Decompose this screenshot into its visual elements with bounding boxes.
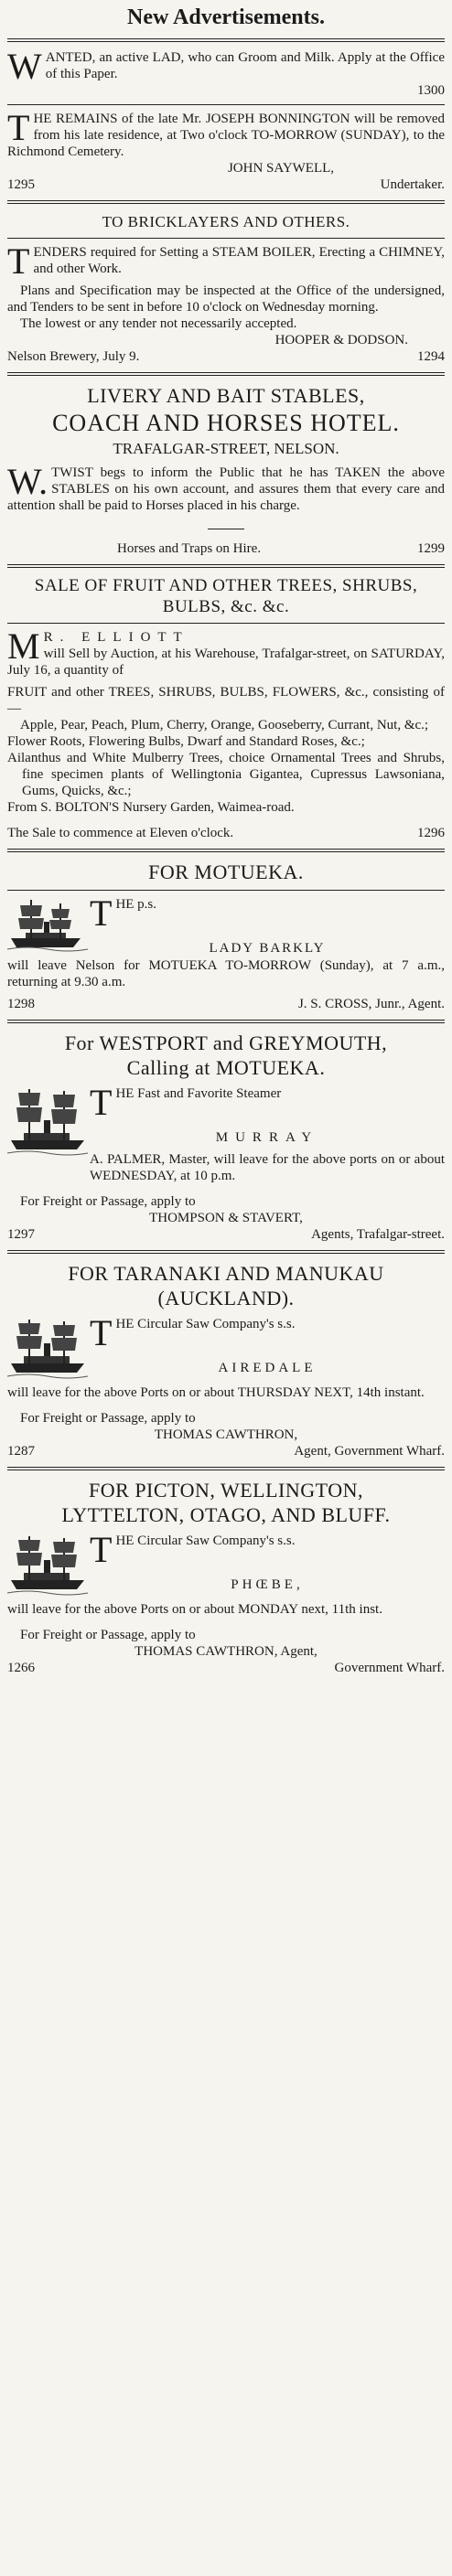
ad-number: 1296 — [417, 826, 445, 840]
ad-agent: THOMPSON & STAVERT, — [149, 1211, 303, 1225]
ad-number: 1297 — [7, 1227, 35, 1242]
drop-cap: T — [7, 240, 30, 282]
drop-cap: T — [90, 1529, 113, 1570]
ad-text: HE Fast and Favorite Steamer — [115, 1086, 282, 1101]
ad-signature: JOHN SAYWELL, — [227, 161, 335, 176]
divider — [7, 104, 445, 105]
ad-title: TO BRICKLAYERS AND OTHERS. — [102, 213, 350, 230]
divider — [7, 238, 445, 239]
drop-cap: W. — [7, 461, 48, 502]
ad-text: HE p.s. — [115, 897, 157, 912]
divider — [7, 1467, 445, 1470]
auctioneer-name: R. ELLIOTT — [43, 630, 189, 645]
drop-cap: M — [7, 625, 40, 667]
ad-number: 1300 — [417, 83, 445, 98]
drop-cap: T — [90, 893, 113, 934]
ad-number: 1266 — [7, 1661, 35, 1675]
ad-apply: For Freight or Passage, apply to — [20, 1628, 196, 1642]
steamship-illustration — [7, 1316, 90, 1384]
ad-hotel-name: COACH AND HORSES HOTEL. — [52, 410, 400, 436]
section-title: New Advertisements. — [127, 5, 325, 29]
ad-bricklayers — [7, 211, 445, 365]
newspaper-column — [7, 0, 445, 1676]
ad-agent: THOMAS CAWTHRON, Agent, — [135, 1644, 317, 1659]
ad-agent-role: Agents, Trafalgar-street. — [311, 1227, 445, 1242]
divider — [7, 38, 445, 42]
ad-westport-steamer — [7, 1031, 445, 1243]
ad-list-item: Flower Roots, Flowering Bulbs, Dwarf and Standard Roses, &c.; — [7, 734, 365, 749]
ad-taranaki-steamer — [7, 1261, 445, 1459]
ad-agent-role: Agent, Government Wharf. — [294, 1444, 445, 1459]
ad-title: FOR MOTUEKA. — [148, 860, 304, 883]
ad-livery-stables — [7, 383, 445, 557]
ad-title: SALE OF FRUIT AND OTHER TREES, SHRUBS, BULBS, &c. &c. — [34, 576, 418, 616]
ad-text: will leave Nelson for MOTUEKA TO-MORROW (Sunday), at 7 a.m., returning at 9.30 a.m. — [7, 958, 445, 989]
ad-agent: THOMAS CAWTHRON, — [154, 1427, 298, 1442]
steamship-illustration — [7, 1085, 90, 1163]
ad-agent-role: Government Wharf. — [334, 1661, 445, 1675]
ad-role: Undertaker. — [380, 177, 445, 192]
ad-number: 1287 — [7, 1444, 35, 1459]
divider — [7, 1020, 445, 1023]
ad-list-item: Apple, Pear, Peach, Plum, Cherry, Orange, Gooseberry, Currant, Nut, &c.; — [20, 718, 429, 732]
ad-apply: For Freight or Passage, apply to — [20, 1411, 196, 1426]
divider — [7, 372, 445, 376]
ad-paragraph: Plans and Specification may be inspected at the Office of the undersigned, and Tenders to be sent in before 10 o'clock on Wednesday morning. — [7, 283, 445, 315]
ad-number: 1295 — [7, 177, 35, 192]
ad-text: HE Circular Saw Company's s.s. — [115, 1534, 296, 1548]
ad-source: From S. BOLTON'S Nursery Garden, Waimea-road. — [7, 800, 295, 815]
ad-title: FOR TARANAKI AND MANUKAU — [68, 1262, 384, 1285]
ad-number: 1299 — [417, 541, 445, 556]
ad-text: will Sell by Auction, at his Warehouse, Trafalgar-street, on SATURDAY, July 16, a quantity of — [7, 647, 445, 678]
ad-title: For WESTPORT and GREYMOUTH, — [64, 1031, 388, 1054]
vessel-name: PHŒBE, — [231, 1577, 304, 1592]
ad-text: will leave for the above Ports on or about MONDAY next, 11th inst. — [7, 1602, 382, 1617]
ad-paragraph: The lowest or any tender not necessarily accepted. — [20, 316, 297, 331]
ad-signature: J. S. CROSS, Junr., Agent. — [297, 997, 445, 1011]
ad-item-heading: FRUIT and other TREES, SHRUBS, BULBS, FLOWERS, &c., consisting of— — [7, 685, 445, 716]
ad-title: FOR PICTON, WELLINGTON, — [89, 1479, 363, 1502]
ad-text: HE Circular Saw Company's s.s. — [115, 1317, 296, 1331]
ad-text: will leave for the above Ports on or about THURSDAY NEXT, 14th instant. — [7, 1385, 425, 1400]
ad-motueka-steamer — [7, 860, 445, 1012]
ad-title: LIVERY AND BAIT STABLES, — [87, 384, 365, 407]
ad-text: TWIST begs to inform the Public that he has TAKEN the above STABLES on his own account, and assures them that every care and attention shall be paid to Horses placed in his charge. — [7, 465, 445, 513]
ad-subtitle: LYTTELTON, OTAGO, AND BLUFF. — [61, 1503, 391, 1526]
ad-signature: HOOPER & DODSON. — [274, 333, 408, 347]
ad-auction-sale — [7, 575, 445, 841]
ad-paragraph: ENDERS required for Setting a STEAM BOILER, Erecting a CHIMNEY, and other Work. — [33, 245, 445, 276]
divider — [7, 849, 445, 852]
ad-number: 1294 — [417, 349, 445, 364]
drop-cap: W — [7, 46, 42, 87]
ad-note: Horses and Traps on Hire. — [117, 541, 262, 556]
divider — [7, 623, 445, 624]
ad-list-item: Ailanthus and White Mulberry Trees, choice Ornamental Trees and Shrubs, fine specimen plants of Wellingtonia Gigantea, Cupressus Lawsoniana, Gums, Quicks, &c.; — [7, 751, 445, 798]
steamship-illustration — [7, 1533, 90, 1601]
divider — [7, 564, 445, 568]
drop-cap: T — [90, 1312, 113, 1353]
divider — [7, 200, 445, 204]
ad-subtitle: Calling at MOTUEKA. — [126, 1056, 326, 1079]
divider — [7, 890, 445, 891]
ad-text: ANTED, an active LAD, who can Groom and Milk. Apply at the Office of this Paper. — [45, 50, 445, 81]
ad-text: A. PALMER, Master, will leave for the above ports on or about WEDNESDAY, at 10 p.m. — [90, 1152, 445, 1183]
ad-text: HE REMAINS of the late Mr. JOSEPH BONNINGTON will be removed from his late residence, at Two o'clock TO-MORROW (SUNDAY), to the Richmond Cemetery. — [7, 112, 445, 159]
ad-wanted-lad — [7, 46, 445, 99]
vessel-name: MURRAY — [215, 1130, 319, 1145]
drop-cap: T — [90, 1082, 113, 1123]
ad-picton-steamer — [7, 1478, 445, 1676]
vessel-name: LADY BARKLY — [209, 941, 326, 956]
ad-place-date: Nelson Brewery, July 9. — [7, 349, 140, 364]
divider — [7, 1250, 445, 1254]
steamship-illustration — [7, 896, 90, 957]
ad-funeral-notice — [7, 107, 445, 193]
ad-number: 1298 — [7, 997, 35, 1011]
ad-apply: For Freight or Passage, apply to — [20, 1194, 196, 1209]
drop-cap: T — [7, 107, 30, 148]
ad-subtitle: (AUCKLAND). — [157, 1287, 295, 1309]
ad-address: TRAFALGAR-STREET, NELSON. — [113, 440, 339, 457]
ad-note: The Sale to commence at Eleven o'clock. — [7, 826, 234, 840]
vessel-name: AIREDALE — [218, 1361, 317, 1375]
